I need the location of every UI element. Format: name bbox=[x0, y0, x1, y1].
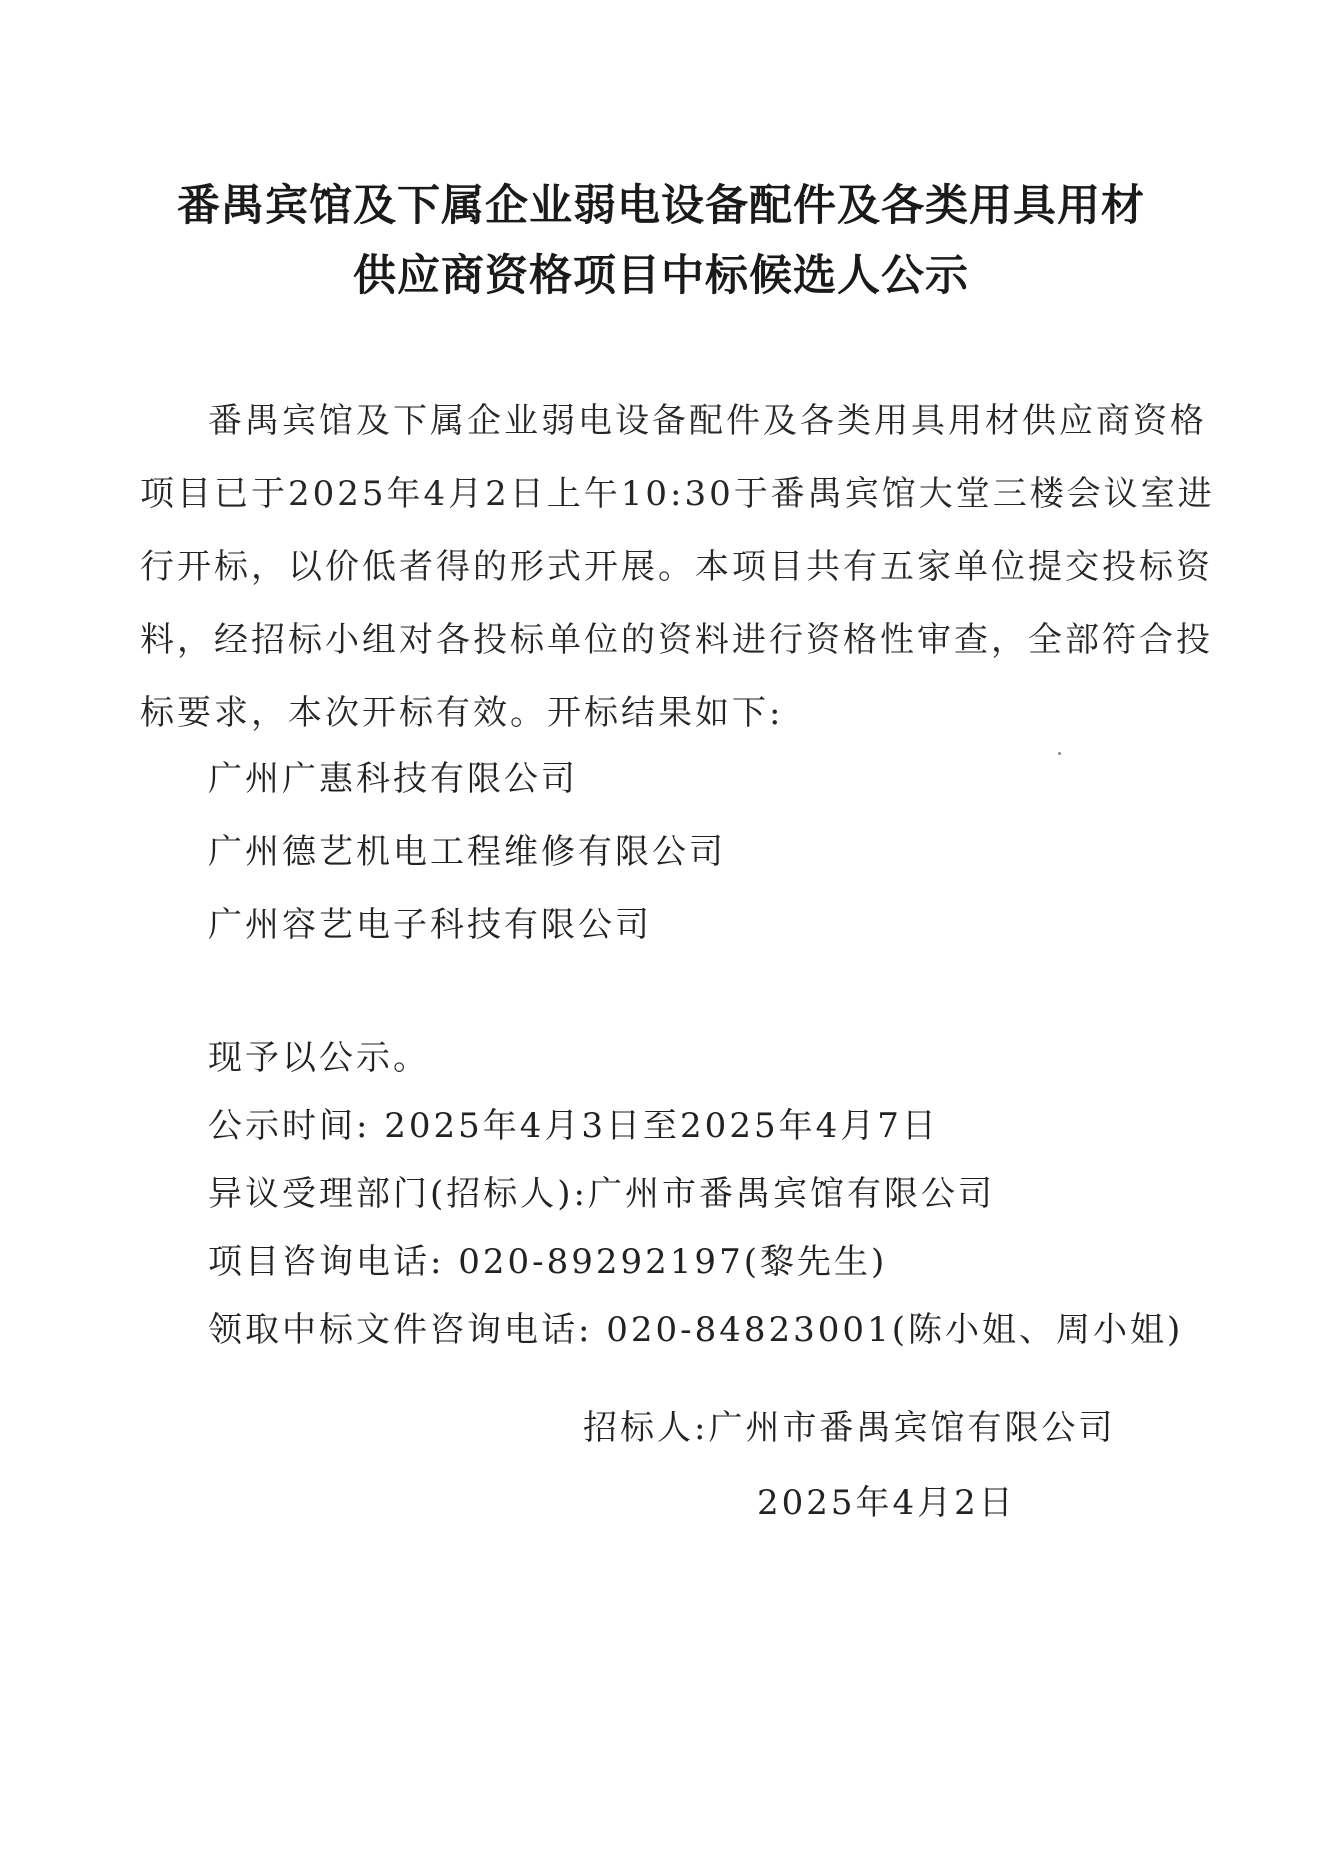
project-phone: 项目咨询电话: 020-89292197(黎先生) bbox=[208, 1242, 888, 1282]
body-line: 料，经招标小组对各投标单位的资料进行资格性审查，全部符合投 bbox=[140, 620, 1213, 660]
body-paragraph bbox=[140, 385, 1215, 750]
notice-period: 公示时间: 2025年4月3日至2025年4月7日 bbox=[208, 1106, 939, 1146]
scan-speck bbox=[1058, 752, 1061, 755]
announce-text: 现予以公示。 bbox=[208, 1038, 430, 1078]
candidate-item: 广州容艺电子科技有限公司 bbox=[208, 905, 652, 945]
document-title-line-2: 供应商资格项目中标候选人公示 bbox=[353, 251, 969, 301]
document-phone: 领取中标文件咨询电话: 020-84823001(陈小姐、周小姐) bbox=[208, 1310, 1184, 1350]
body-line: 行开标，以价低者得的形式开展。本项目共有五家单位提交投标资 bbox=[140, 547, 1213, 587]
body-line: 标要求，本次开标有效。开标结果如下: bbox=[140, 693, 784, 733]
notice-section bbox=[208, 1024, 1183, 1364]
candidate-item: 广州广惠科技有限公司 bbox=[208, 759, 578, 799]
signature-date: 2025年4月2日 bbox=[757, 1483, 1016, 1523]
candidate-item: 广州德艺机电工程维修有限公司 bbox=[208, 832, 726, 872]
objection-department: 异议受理部门(招标人):广州市番禺宾馆有限公司 bbox=[208, 1174, 995, 1214]
candidate-list bbox=[208, 743, 726, 962]
body-line: 项目已于2025年4月2日上午10:30于番禺宾馆大堂三楼会议室进 bbox=[140, 474, 1215, 514]
body-line: 番禺宾馆及下属企业弱电设备配件及各类用具用材供应商资格 bbox=[208, 401, 1207, 441]
signature-issuer: 招标人:广州市番禺宾馆有限公司 bbox=[583, 1408, 1116, 1448]
document-title-line-1: 番禺宾馆及下属企业弱电设备配件及各类用具用材 bbox=[177, 181, 1145, 231]
